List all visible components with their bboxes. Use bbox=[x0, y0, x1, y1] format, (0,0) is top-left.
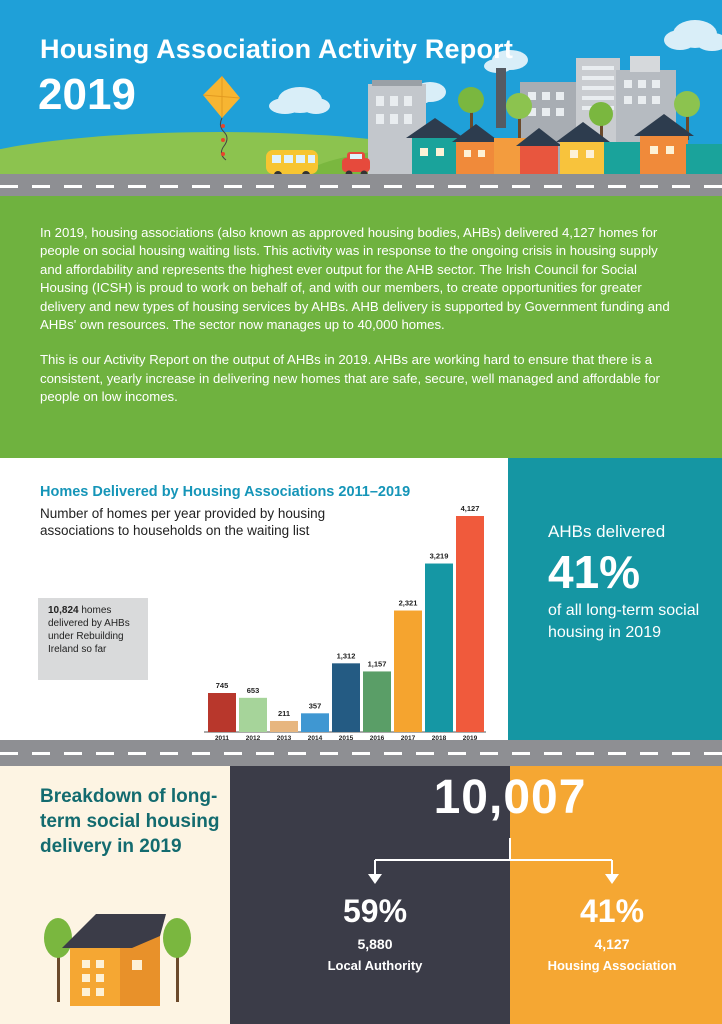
bar-2013 bbox=[270, 721, 298, 732]
header-banner bbox=[0, 0, 722, 200]
bar-value-label: 357 bbox=[308, 701, 322, 711]
intro-paragraph: In 2019, housing associations (also known as approved housing bodies, AHBs) delivered 4,127 homes for people on social housing waiting lists. This activity was in response to the ongoing crisis in housing supply and affordability and represents the highest ever output for the AHB sector. The Irish Council for Social Housing (ICSH) is proud to work on behalf of, and with our members, to create opportunities for greater delivery and new types of housing services by AHBs. AHB delivery is supported by Government funding and AHBs' own resources. The sector now manages up to 40,000 homes. bbox=[40, 225, 670, 333]
bar-2012 bbox=[239, 698, 267, 732]
chart-subtitle: Number of homes per year provided by housing associations to households on the waiting list bbox=[40, 506, 326, 538]
x-tick-label: 2014 bbox=[307, 735, 323, 740]
housing-association-label: Housing Association bbox=[547, 958, 677, 973]
x-tick-label: 2012 bbox=[245, 735, 261, 740]
x-tick-label: 2017 bbox=[400, 735, 416, 740]
house-illustration bbox=[0, 766, 230, 1024]
breakdown-title-panel bbox=[0, 766, 230, 1024]
bar-2014 bbox=[301, 713, 329, 732]
bar-value-label: 745 bbox=[215, 681, 229, 691]
bar-2019 bbox=[456, 516, 484, 732]
x-tick-label: 2018 bbox=[431, 735, 447, 740]
intro-section bbox=[0, 196, 722, 458]
x-tick-label: 2013 bbox=[276, 735, 292, 740]
x-tick-label: 2019 bbox=[462, 735, 478, 740]
chart-panel bbox=[0, 458, 508, 740]
house-icon bbox=[62, 914, 166, 1006]
chart-title: Homes Delivered by Housing Associations 2011–2019 bbox=[40, 484, 411, 500]
local-authority-percent: 59% bbox=[342, 893, 408, 929]
bar-2017 bbox=[394, 611, 422, 732]
bar-value-label: 2,321 bbox=[398, 598, 418, 608]
bar-value-label: 653 bbox=[246, 685, 260, 695]
bar-2011 bbox=[208, 693, 236, 732]
stat-value: 41% bbox=[548, 546, 641, 598]
stat-lead: AHBs delivered bbox=[548, 522, 666, 541]
road-divider bbox=[0, 174, 722, 198]
bar-value-label: 1,157 bbox=[367, 659, 387, 669]
page-title: Housing Association Activity Report bbox=[40, 34, 514, 64]
breakdown-title: Breakdown of long-term social housing delivery in 2019 bbox=[40, 786, 220, 857]
bar-chart bbox=[0, 458, 508, 740]
x-tick-label: 2015 bbox=[338, 735, 354, 740]
bar-value-label: 4,127 bbox=[460, 504, 480, 513]
housing-association-percent: 41% bbox=[579, 893, 645, 929]
bar-value-label: 211 bbox=[277, 708, 291, 718]
local-authority-count: 5,880 bbox=[357, 936, 393, 952]
x-tick-label: 2016 bbox=[369, 735, 385, 740]
bar-2016 bbox=[363, 671, 391, 732]
note-value: 10,824 bbox=[48, 605, 79, 616]
note-text: homes delivered by AHBs under Rebuilding Ireland so far bbox=[48, 605, 130, 655]
bar-2018 bbox=[425, 564, 453, 732]
stat-description: of all long-term social housing in 2019 bbox=[548, 602, 700, 641]
housing-association-count: 4,127 bbox=[594, 936, 630, 952]
kite-icon bbox=[203, 76, 240, 160]
report-year: 2019 bbox=[38, 70, 136, 119]
local-authority-label: Local Authority bbox=[327, 958, 423, 973]
road-divider bbox=[0, 740, 722, 766]
total-delivery: 10,007 bbox=[433, 771, 587, 824]
bar-value-label: 3,219 bbox=[429, 551, 449, 561]
bar-value-label: 1,312 bbox=[336, 651, 356, 661]
bar-2015 bbox=[332, 663, 360, 732]
x-tick-label: 2011 bbox=[214, 735, 230, 740]
ahb-share-panel bbox=[508, 458, 722, 740]
intro-paragraph: This is our Activity Report on the output of AHBs in 2019. AHBs are working hard to ensure that there is a consistent, yearly increase in delivering new homes that are safe, secure, well managed and affordable for people on low incomes. bbox=[40, 352, 660, 405]
